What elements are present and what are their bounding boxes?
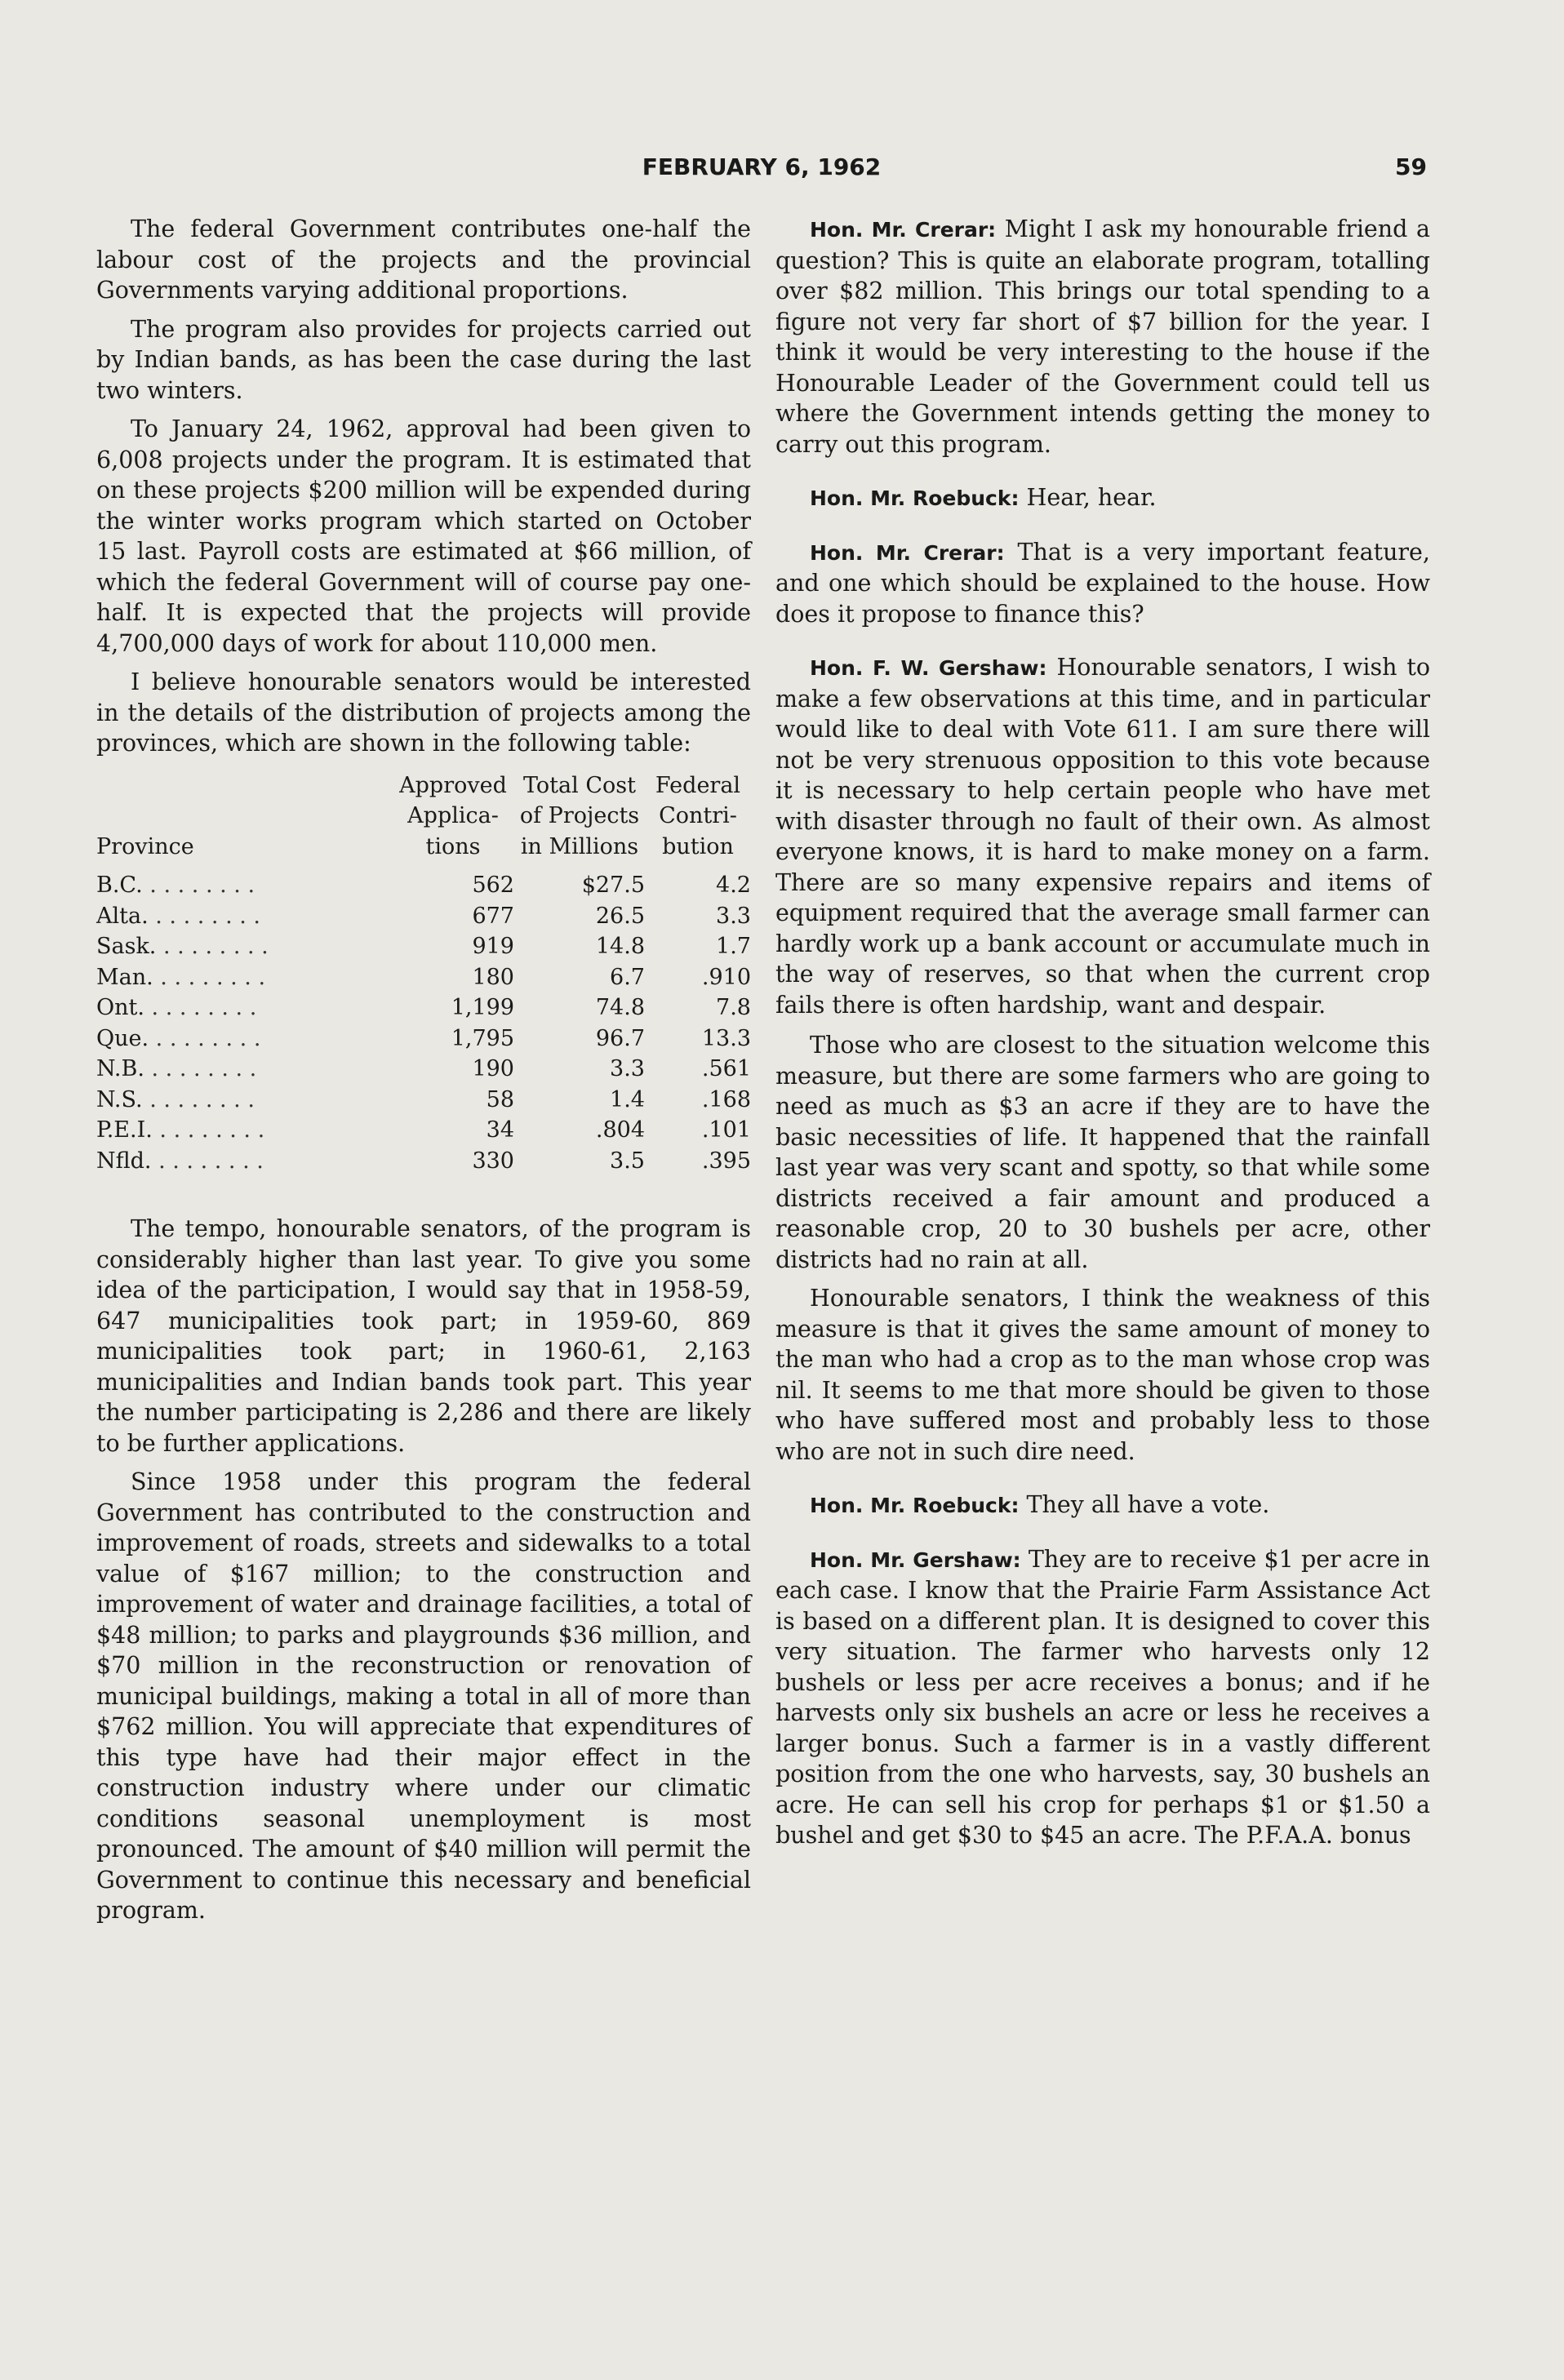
header-line: Contri- [659, 803, 737, 828]
speech-text: That is a very important feature, and one which should be explained to the house. How does it propose to finance this? [775, 538, 1430, 628]
table-row [96, 931, 751, 962]
paragraph: The tempo, honourable senators, of the program is considerably higher than last year. To give you some idea of the participation, I would say that in 1958-59, 647 municipalities took part; in 1959-60, 869 municipalities took part; in 1960-61, 2,163 municipalities and Indian bands took part. This year the number participating is 2,286 and there are likely to be further applications. [96, 1215, 751, 1457]
cell-province [96, 1085, 392, 1116]
header-approved-applications [392, 770, 514, 871]
header-line: Federal [655, 772, 741, 798]
cell-total-cost: 14.8 [595, 934, 645, 959]
speech-text: Hear, hear. [1026, 484, 1157, 511]
cell-province [96, 1115, 392, 1146]
cell-applications: 919 [472, 934, 514, 959]
speaker-name: Hon. Mr. Gershaw: [810, 1547, 1021, 1572]
table-body [96, 870, 751, 1176]
cell-applications: 1,199 [451, 995, 514, 1020]
speech-crerar-followup [775, 537, 1430, 630]
cell-total-cost: 6.7 [610, 964, 645, 990]
cell-applications: 330 [472, 1148, 514, 1174]
leader-dots: . . . . . . . . [148, 903, 260, 929]
province-abbrev: N.B. [96, 1056, 144, 1081]
header-line: in Millions [520, 833, 639, 859]
speech-text: They all have a vote. [1026, 1491, 1270, 1518]
province-abbrev: N.S. [96, 1086, 143, 1112]
cell-province [96, 870, 392, 901]
table-row [96, 1023, 751, 1055]
cell-province [96, 931, 392, 962]
speaker-name: Hon. Mr. Crerar: [810, 540, 1005, 565]
cell-applications: 180 [472, 964, 514, 990]
province-abbrev: Man. [96, 964, 153, 990]
cell-total-cost: 1.4 [610, 1086, 645, 1112]
header-line: tions [425, 833, 481, 859]
table-row [96, 1085, 751, 1116]
header-line: bution [662, 833, 734, 859]
leader-dots: . . . . . . . . [149, 1025, 261, 1051]
page-number: 59 [1395, 153, 1427, 180]
cell-province [96, 901, 392, 932]
paragraph: Those who are closest to the situation welcome this measure, but there are some farmers who are going to need as much as $3 an acre if they are to have the basic necessities of life. It happened that the rainfall last year was very scant and spotty, so that while some districts received a fair amount and produced a reasonable crop, 20 to 30 bushels per acre, other districts had no rain at all. [775, 1032, 1430, 1273]
speaker-name: Hon. Mr. Crerar: [810, 218, 997, 242]
table-row [96, 1115, 751, 1146]
province-abbrev: P.E.I. [96, 1117, 153, 1143]
cell-applications: 562 [472, 873, 514, 898]
province-abbrev: Ont. [96, 995, 144, 1020]
header-federal-contribution [645, 770, 751, 871]
cell-applications: 677 [472, 903, 514, 929]
table-row [96, 962, 751, 993]
province-abbrev: Nfld. [96, 1148, 152, 1174]
header-line: Approved [399, 772, 507, 798]
table-row [96, 901, 751, 932]
cell-federal-contribution: .101 [701, 1117, 751, 1143]
cell-federal-contribution: 1.7 [716, 934, 751, 959]
leader-dots: . . . . . . . . [142, 873, 255, 898]
cell-total-cost: 3.3 [610, 1056, 645, 1081]
header-line: Total Cost [523, 772, 636, 798]
cell-federal-contribution: .561 [701, 1056, 751, 1081]
header-line: Applica- [407, 803, 499, 828]
province-abbrev: Sask. [96, 934, 157, 959]
speech-text: They are to receive $1 per acre in each case. I know that the Prairie Farm Assistance Act is based on a different plan. It is designed to cover this very situation. The farmer who harvests only 12 bushels or less per acre receives a bonus; and if he harvests only six bushels an acre or less he receives a larger bonus. Such a farmer is in a vastly different position from the one who harvests, say, 30 bushels an acre. He can sell his crop for perhaps $1 or $1.50 a bushel and get $30 to $45 an acre. The P.F.A.A. bonus [775, 1545, 1431, 1849]
leader-dots: . . . . . . . . [152, 1117, 265, 1143]
cell-applications: 1,795 [451, 1025, 514, 1051]
cell-total-cost: 96.7 [595, 1025, 645, 1051]
cell-applications: 34 [486, 1117, 514, 1143]
speech-text: Honourable senators, I wish to make a few observations at this time, and in particular would like to deal with Vote 611. I am sure there will not be very strenuous opposition to this vote because it is necessary to help certain people who have met with disaster through no fault of their own. As almost everyone knows, it is hard to make money on a farm. There are so many expensive repairs and items of equipment required that the average small farmer can hardly work up a bank account or accumulate much in the way of reserves, so that when the current crop fails there is often hardship, want and despair. [775, 654, 1430, 1019]
running-header [96, 153, 1427, 186]
province-abbrev: Alta. [96, 903, 149, 929]
right-column [775, 214, 1430, 1874]
projects-by-province-table [96, 770, 751, 1177]
table-row [96, 1146, 751, 1177]
cell-total-cost: 74.8 [595, 995, 645, 1020]
speech-roebuck-interjection [775, 482, 1430, 514]
paragraph: Since 1958 under this program the federal Government has contributed to the construction and improvement of roads, streets and sidewalks to a total value of $167 million; to the construction and improvement of water and drainage facilities, a total of $48 million; to parks and playgrounds $36 million, and $70 million in the reconstruction or renovation of municipal buildings, making a total in all of more than $762 million. You will appreciate that expenditures of this type have had their major effect in the construction industry where under our climatic conditions seasonal unemployment is most pronounced. The amount of $40 million will permit the Government to continue this necessary and beneficial program. [96, 1468, 751, 1924]
cell-federal-contribution: 3.3 [716, 903, 751, 929]
table-row [96, 1054, 751, 1085]
cell-federal-contribution: .168 [701, 1086, 751, 1112]
cell-province [96, 1146, 392, 1177]
speech-roebuck-vote [775, 1490, 1430, 1521]
province-abbrev: B.C. [96, 873, 143, 898]
speech-crerar-question [775, 214, 1430, 460]
cell-federal-contribution: .395 [701, 1148, 751, 1174]
speaker-name: Hon. Mr. Roebuck: [810, 1494, 1020, 1517]
cell-province [96, 1023, 392, 1055]
cell-province [96, 1054, 392, 1085]
header-province: Province [96, 833, 194, 859]
cell-federal-contribution: 13.3 [701, 1025, 751, 1051]
header-line: of Projects [519, 803, 640, 828]
cell-total-cost: 3.5 [610, 1148, 645, 1174]
paragraph: To January 24, 1962, approval had been given to 6,008 projects under the program. It is estimated that on these projects $200 million will be expended during the winter works program which started on October 15 last. Payroll costs are estimated at $66 million, of which the federal Government will of course pay one-half. It is expected that the projects will provide 4,700,000 days of work for about 110,000 men. [96, 415, 751, 657]
paragraph: Honourable senators, I think the weakness of this measure is that it gives the same amount of money to the man who had a crop as to the man whose crop was nil. It seems to me that more should be given to those who have suffered most and probably less to those who are not in such dire need. [775, 1285, 1430, 1465]
leader-dots: . . . . . . . . [156, 934, 269, 959]
cell-federal-contribution: 4.2 [716, 873, 751, 898]
leader-dots: . . . . . . . . [142, 1086, 255, 1112]
cell-federal-contribution: 7.8 [716, 995, 751, 1020]
cell-province [96, 992, 392, 1023]
cell-federal-contribution: .910 [701, 964, 751, 990]
cell-total-cost: .804 [595, 1117, 645, 1143]
leader-dots: . . . . . . . . [144, 1056, 257, 1081]
cell-province [96, 962, 392, 993]
paragraph: The federal Government contributes one-half the labour cost of the projects and the provincial Governments varying additional proportions. [96, 215, 751, 304]
speaker-name: Hon. Mr. Roebuck: [810, 486, 1020, 510]
leader-dots: . . . . . . . . [144, 995, 257, 1020]
table-row [96, 992, 751, 1023]
speech-text: Might I ask my honourable friend a question? This is quite an elaborate program, totalling over $82 million. This brings our total spending to a figure not very far short of $7 billion for the year. I think it would be very interesting to the house if the Honourable Leader of the Government could tell us where the Government intends getting the money to carry out this program. [775, 215, 1430, 458]
speaker-name: Hon. F. W. Gershaw: [810, 656, 1047, 680]
cell-applications: 190 [472, 1056, 514, 1081]
table-row [96, 870, 751, 901]
leader-dots: . . . . . . . . [151, 1148, 264, 1174]
paragraph: I believe honourable senators would be interested in the details of the distribution of projects among the provinces, which are shown in the following table: [96, 668, 751, 757]
leader-dots: . . . . . . . . [153, 964, 266, 990]
speech-gershaw-reply [775, 1544, 1430, 1851]
paragraph: The program also provides for projects carried out by Indian bands, as has been the case during the last two winters. [96, 315, 751, 404]
table-header-row [96, 770, 751, 871]
cell-total-cost: 26.5 [595, 903, 645, 929]
province-abbrev: Que. [96, 1025, 149, 1051]
header-date: FEBRUARY 6, 1962 [642, 153, 882, 180]
cell-total-cost: $27.5 [581, 873, 645, 898]
speech-gershaw-opening [775, 652, 1430, 1020]
header-total-cost [514, 770, 645, 871]
cell-applications: 58 [486, 1086, 514, 1112]
left-column [96, 214, 751, 1934]
